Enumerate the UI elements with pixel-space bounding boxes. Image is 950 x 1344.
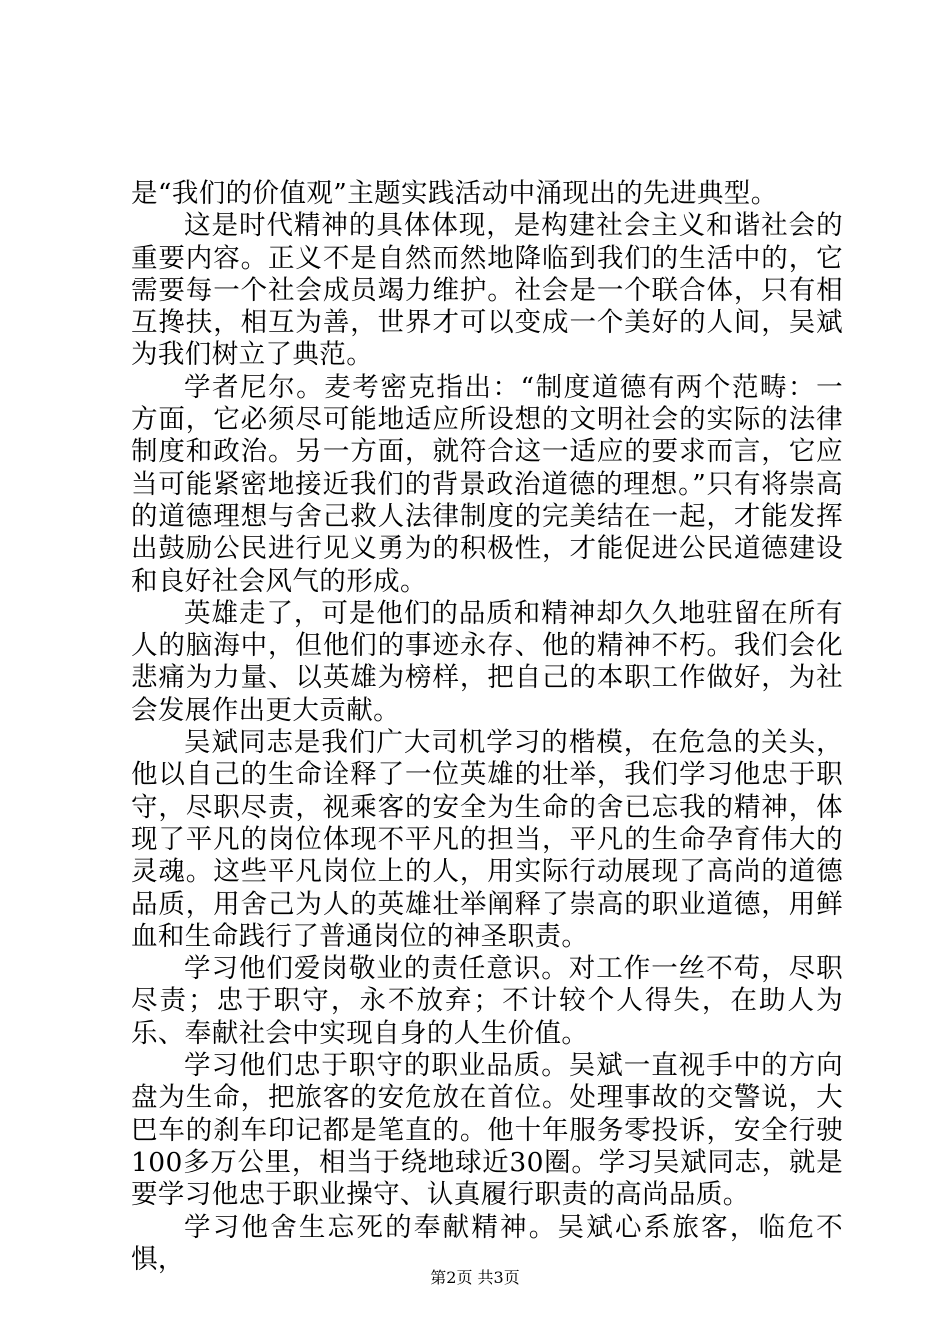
paragraph: 学习他舍生忘死的奉献精神。吴斌心系旅客，临危不惧， [131,1211,843,1275]
paragraph: 学习他们忠于职守的职业品质。吴斌一直视手中的方向盘为生命，把旅客的安危放在首位。处理事故的交警说，大巴车的刹车印记都是笔直的。他十年服务零投诉，安全行驶100多万公里，相当于绕地球近30圈。学习吴斌同志，就是要学习他忠于职业操守、认真履行职责的高尚品质。 [131,1050,843,1211]
page-number-label: 第2页 共3页 [430,1268,520,1287]
paragraph-continuation: 是“我们的价值观”主题实践活动中涌现出的先进典型。 [131,178,778,209]
page-footer [0,1268,950,1288]
paragraph: 学习他们爱岗敬业的责任意识。对工作一丝不苟，尽职尽责；忠于职守，永不放弃；不计较个人得失，在助人为乐、奉献社会中实现自身的人生价值。 [131,953,843,1049]
paragraph: 吴斌同志是我们广大司机学习的楷模，在危急的关头，他以自己的生命诠释了一位英雄的壮举，我们学习他忠于职守，尽职尽责，视乘客的安全为生命的舍已忘我的精神，体现了平凡的岗位体现不平凡的担当，平凡的生命孕育伟大的灵魂。这些平凡岗位上的人，用实际行动展现了高尚的道德品质，用舍己为人的英雄壮举阐释了崇高的职业道德，用鲜血和生命践行了普通岗位的神圣职责。 [131,727,843,952]
paragraph: 学者尼尔。麦考密克指出：“制度道德有两个范畴：一方面，它必须尽可能地适应所设想的文明社会的实际的法律制度和政治。另一方面，就符合这一适应的要求而言，它应当可能紧密地接近我们的背景政治道德的理想。”只有将崇高的道德理想与舍己救人法律制度的完美结在一起，才能发挥出鼓励公民进行见义勇为的积极性，才能促进公民道德建设和良好社会风气的形成。 [131,371,843,597]
document-body [131,178,843,1276]
paragraph: 这是时代精神的具体体现，是构建社会主义和谐社会的重要内容。正义不是自然而然地降临到我们的生活中的，它需要每一个社会成员竭力维护。社会是一个联合体，只有相互搀扶，相互为善，世界才可以变成一个美好的人间，吴斌为我们树立了典范。 [131,210,843,371]
paragraph: 英雄走了，可是他们的品质和精神却久久地驻留在所有人的脑海中，但他们的事迹永存、他的精神不朽。我们会化悲痛为力量、以英雄为榜样，把自己的本职工作做好，为社会发展作出更大贡献。 [131,597,843,726]
